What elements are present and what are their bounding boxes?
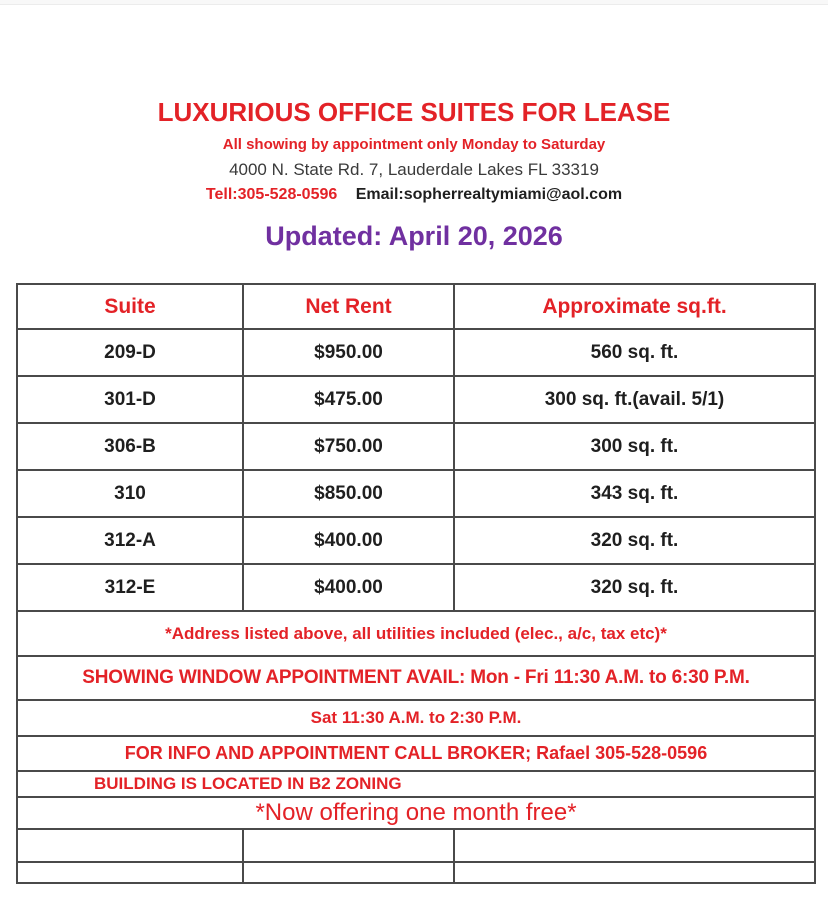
note-row-utilities [17,611,815,656]
showing-saturday-note: Sat 11:30 A.M. to 2:30 P.M. [17,700,815,736]
table-row [17,423,815,470]
column-header-sqft: Approximate sq.ft. [454,284,815,329]
sqft-cell: 300 sq. ft. [454,423,815,470]
utilities-note: *Address listed above, all utilities included (elec., a/c, tax etc)* [17,611,815,656]
updated-date: Updated: April 20, 2026 [265,221,563,251]
sqft-cell: 320 sq. ft. [454,564,815,611]
rent-cell: $750.00 [243,423,454,470]
suite-cell: 306-B [17,423,243,470]
email-address: Email:sopherrealtymiami@aol.com [355,186,623,203]
page-title: LUXURIOUS OFFICE SUITES FOR LEASE [157,97,671,127]
note-row-broker [17,736,815,771]
suite-cell: 312-E [17,564,243,611]
note-row-promo [17,797,815,829]
note-row-showing-weekday [17,656,815,700]
empty-table-row [17,862,815,883]
column-header-suite: Suite [17,284,243,329]
flyer-header [0,5,828,252]
rent-cell: $400.00 [243,517,454,564]
rent-cell: $850.00 [243,470,454,517]
table-row [17,376,815,423]
showing-weekday-note: SHOWING WINDOW APPOINTMENT AVAIL: Mon - Fri 11:30 A.M. to 6:30 P.M. [17,656,815,700]
contact-line [0,186,828,204]
sqft-cell: 320 sq. ft. [454,517,815,564]
sqft-cell: 560 sq. ft. [454,329,815,376]
rent-cell: $400.00 [243,564,454,611]
empty-cell [454,829,815,862]
lease-table [16,283,816,884]
broker-contact-note: FOR INFO AND APPOINTMENT CALL BROKER; Rafael 305-528-0596 [17,736,815,771]
suite-cell: 312-A [17,517,243,564]
suite-cell: 301-D [17,376,243,423]
empty-cell [17,862,243,883]
empty-table-row [17,829,815,862]
empty-cell [17,829,243,862]
rent-cell: $950.00 [243,329,454,376]
table-row [17,329,815,376]
sqft-cell: 343 sq. ft. [454,470,815,517]
empty-cell [243,862,454,883]
promo-note: *Now offering one month free* [17,797,815,829]
rent-cell: $475.00 [243,376,454,423]
note-row-zoning [17,771,815,797]
sqft-cell: 300 sq. ft.(avail. 5/1) [454,376,815,423]
phone-number: Tell:305-528-0596 [205,186,338,203]
suite-cell: 209-D [17,329,243,376]
empty-cell [243,829,454,862]
showing-subtitle: All showing by appointment only Monday to Saturday [222,136,606,153]
table-row [17,470,815,517]
zoning-note: BUILDING IS LOCATED IN B2 ZONING [17,771,815,797]
column-header-rent: Net Rent [243,284,454,329]
table-header-row [17,284,815,329]
note-row-showing-saturday [17,700,815,736]
empty-cell [454,862,815,883]
table-row [17,517,815,564]
table-row [17,564,815,611]
street-address: 4000 N. State Rd. 7, Lauderdale Lakes FL 33319 [229,160,599,179]
suite-cell: 310 [17,470,243,517]
